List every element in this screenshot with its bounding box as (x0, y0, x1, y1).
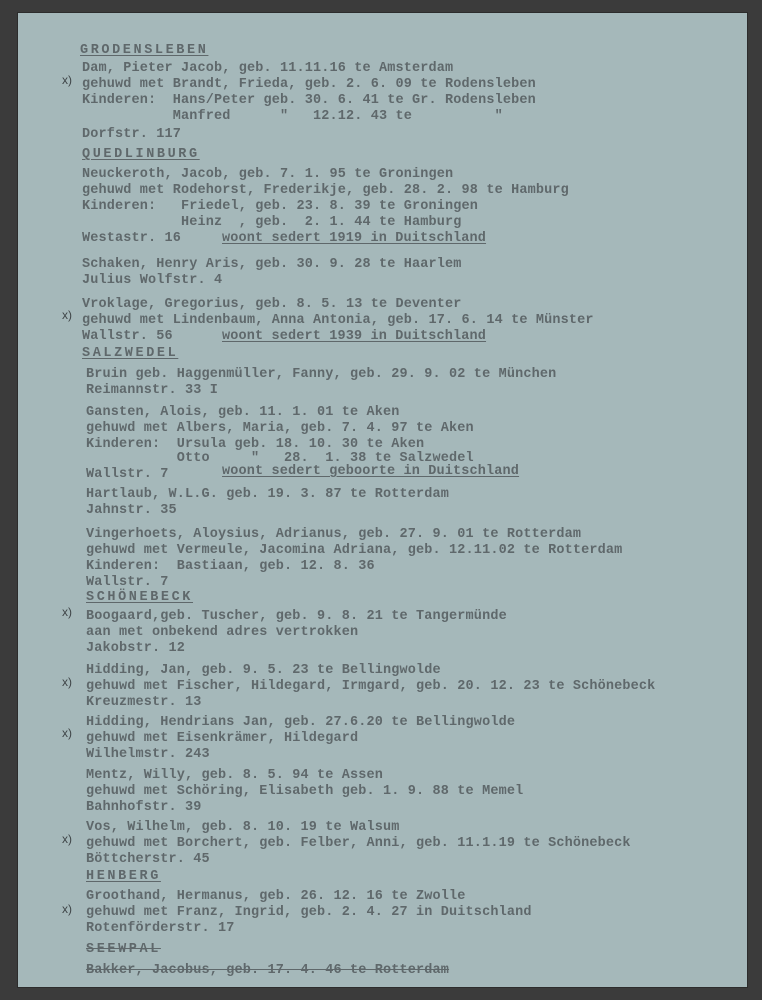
record-line: Kinderen: Friedel, geb. 23. 8. 39 te Groningen (82, 199, 479, 214)
margin-mark: x) (62, 308, 72, 322)
record-line: gehuwd met Fischer, Hildegard, Irmgard, geb. 20. 12. 23 te Schönebeck (86, 679, 656, 694)
section-heading: SCHÖNEBECK (86, 590, 194, 605)
record-line: Jahnstr. 35 (86, 503, 177, 518)
record-line: Boogaard,geb. Tuscher, geb. 9. 8. 21 te Tangermünde (86, 609, 507, 624)
record-line: gehuwd met Brandt, Frieda, geb. 2. 6. 09 te Rodensleben (82, 77, 536, 92)
record-line: Bahnhofstr. 39 (86, 800, 202, 815)
record-line: Hidding, Jan, geb. 9. 5. 23 te Bellingwolde (86, 663, 441, 678)
record-line: Vroklage, Gregorius, geb. 8. 5. 13 te Deventer (82, 297, 462, 312)
margin-mark: x) (62, 605, 72, 619)
record-line: Neuckeroth, Jacob, geb. 7. 1. 95 te Groningen (82, 167, 454, 182)
record-line: Dam, Pieter Jacob, geb. 11.11.16 te Amsterdam (82, 61, 454, 76)
record-line: Rotenförderstr. 17 (86, 921, 235, 936)
record-line: gehuwd met Borchert, geb. Felber, Anni, geb. 11.1.19 te Schönebeck (86, 836, 631, 851)
document-page (17, 12, 748, 988)
residence-note: woont sedert 1939 in Duitschland (222, 329, 487, 344)
record-line: Julius Wolfstr. 4 (82, 273, 223, 288)
record-line-struck: Bakker, Jacobus, geb. 17. 4. 46 te Rotterdam (86, 963, 450, 978)
margin-mark: x) (62, 675, 72, 689)
residence-note: woont sedert geboorte in Duitschland (222, 464, 520, 479)
margin-mark: x) (62, 832, 72, 846)
margin-mark: x) (62, 73, 72, 87)
record-line: Manfred " 12.12. 43 te " (82, 109, 503, 124)
record-line: Jakobstr. 12 (86, 641, 186, 656)
section-heading: SALZWEDEL (82, 346, 179, 361)
record-line: Otto " 28. 1. 38 te Salzwedel (86, 451, 474, 466)
section-heading: QUEDLINBURG (82, 147, 200, 162)
record-line: Reimannstr. 33 I (86, 383, 219, 398)
record-line: gehuwd met Schöring, Elisabeth geb. 1. 9. 88 te Memel (86, 784, 524, 799)
record-line: gehuwd met Eisenkrämer, Hildegard (86, 731, 359, 746)
record-line: Wilhelmstr. 243 (86, 747, 210, 762)
record-line: Wallstr. 56 (82, 329, 173, 344)
record-line: Mentz, Willy, geb. 8. 5. 94 te Assen (86, 768, 384, 783)
record-line: Wallstr. 7 (86, 575, 169, 590)
section-heading-struck: SEEWPAL (86, 942, 161, 957)
record-line: gehuwd met Vermeule, Jacomina Adriana, geb. 12.11.02 te Rotterdam (86, 543, 623, 558)
section-heading: GRODENSLEBEN (80, 43, 209, 58)
record-line: Kinderen: Bastiaan, geb. 12. 8. 36 (86, 559, 375, 574)
record-line: Bruin geb. Haggenmüller, Fanny, geb. 29. 9. 02 te München (86, 367, 557, 382)
record-line: Wallstr. 7 (86, 467, 169, 482)
record-line: gehuwd met Rodehorst, Frederikje, geb. 28. 2. 98 te Hamburg (82, 183, 569, 198)
record-line: Kinderen: Ursula geb. 18. 10. 30 te Aken (86, 437, 425, 452)
record-line: Heinz , geb. 2. 1. 44 te Hamburg (82, 215, 462, 230)
residence-note: woont sedert 1919 in Duitschland (222, 231, 487, 246)
record-line: Hartlaub, W.L.G. geb. 19. 3. 87 te Rotterdam (86, 487, 450, 502)
section-heading: HENBERG (86, 869, 161, 884)
record-line: Vingerhoets, Aloysius, Adrianus, geb. 27. 9. 01 te Rotterdam (86, 527, 582, 542)
record-line: gehuwd met Franz, Ingrid, geb. 2. 4. 27 in Duitschland (86, 905, 532, 920)
record-line: gehuwd met Albers, Maria, geb. 7. 4. 97 te Aken (86, 421, 474, 436)
margin-mark: x) (62, 902, 72, 916)
record-line: Gansten, Alois, geb. 11. 1. 01 te Aken (86, 405, 400, 420)
record-line: Kinderen: Hans/Peter geb. 30. 6. 41 te Gr. Rodensleben (82, 93, 536, 108)
record-line: Westastr. 16 (82, 231, 182, 246)
record-line: Kreuzmestr. 13 (86, 695, 202, 710)
record-line: aan met onbekend adres vertrokken (86, 625, 359, 640)
record-line: Groothand, Hermanus, geb. 26. 12. 16 te Zwolle (86, 889, 466, 904)
record-line: gehuwd met Lindenbaum, Anna Antonia, geb. 17. 6. 14 te Münster (82, 313, 594, 328)
record-line: Hidding, Hendrians Jan, geb. 27.6.20 te Bellingwolde (86, 715, 516, 730)
record-line: Dorfstr. 117 (82, 127, 182, 142)
margin-mark: x) (62, 726, 72, 740)
record-line: Vos, Wilhelm, geb. 8. 10. 19 te Walsum (86, 820, 400, 835)
record-line: Schaken, Henry Aris, geb. 30. 9. 28 te Haarlem (82, 257, 462, 272)
record-line: Böttcherstr. 45 (86, 852, 210, 867)
